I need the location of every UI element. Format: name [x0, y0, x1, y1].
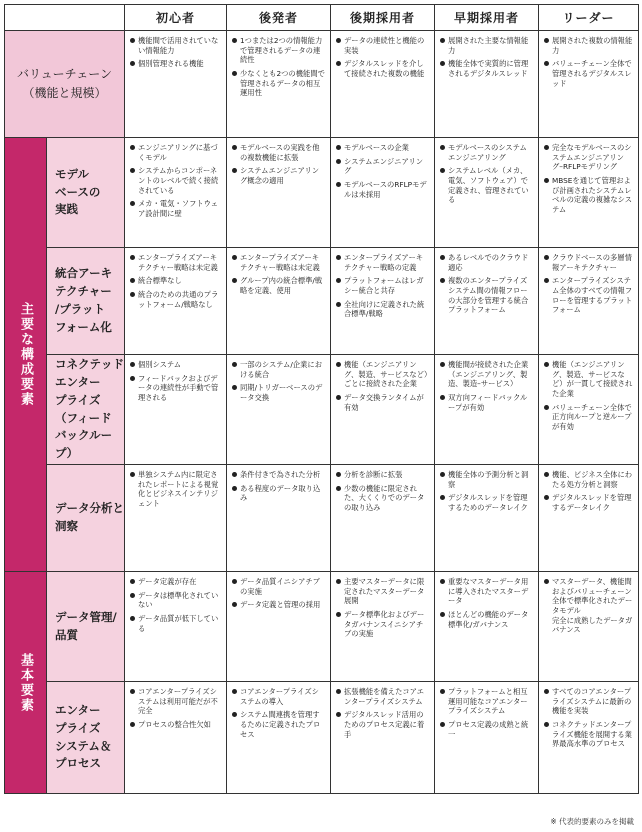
- list-item: 展開された主要な情報能力: [440, 36, 534, 55]
- bullet-list: [544, 143, 634, 214]
- table-cell: [539, 465, 639, 572]
- bullet-list: [232, 687, 326, 739]
- table-cell: [125, 572, 227, 682]
- bullet-list: [232, 36, 326, 98]
- row-header: [47, 465, 125, 572]
- table-cell: [331, 572, 435, 682]
- list-item: データの連続性と機能の実装: [336, 36, 430, 55]
- list-item: 同期/トリガーベースのデータ交換: [232, 383, 326, 402]
- list-item: 複数のエンタープライズシステム間の情報フローの大部分を管理する統合プラットフォーム: [440, 276, 534, 315]
- table-cell: [539, 572, 639, 682]
- list-item: システムエンジニアリング: [336, 157, 430, 176]
- table-cell: [227, 465, 331, 572]
- bullet-list: [440, 577, 534, 629]
- table-cell: [125, 355, 227, 465]
- row-header: [47, 572, 125, 682]
- list-item: プラットフォームと相互運用可能なコアエンタープライズシステム: [440, 687, 534, 716]
- table-cell: [331, 355, 435, 465]
- row-header: [47, 682, 125, 794]
- list-item: 重要なマスターデータ用に導入されたマスターデータ: [440, 577, 534, 606]
- list-item: 条件付きで為された分析: [232, 470, 326, 480]
- table-cell: [331, 248, 435, 355]
- list-item: デジタルスレッドを管理するためのデータレイク: [440, 493, 534, 512]
- list-item: バリューチェーン全体で正方向ループと逆ループが有効: [544, 403, 634, 432]
- column-header: リーダー: [539, 5, 639, 31]
- list-item: ほとんどの機能のデータ標準化/ガバナンス: [440, 610, 534, 629]
- table-cell: [435, 682, 539, 794]
- bullet-list: [544, 470, 634, 513]
- bullet-list: [336, 143, 430, 199]
- bullet-list: [440, 143, 534, 205]
- bullet-list: [232, 143, 326, 186]
- list-item: コアエンタープライズシステムは利用可能だが不完全: [130, 687, 222, 716]
- list-item: システムエンジニアリング概念の適用: [232, 166, 326, 185]
- list-item: 分析を診断に拡張: [336, 470, 430, 480]
- list-item: データ品質イニシアチブの実施: [232, 577, 326, 596]
- table-cell: [539, 248, 639, 355]
- list-item: エンタープライズシステム全体のすべての情報フローを管理するプラットフォーム: [544, 276, 634, 315]
- row-header: [47, 138, 125, 248]
- table-cell: [331, 138, 435, 248]
- group-label-main: 主要な構成要素: [5, 138, 47, 572]
- table-cell: [435, 248, 539, 355]
- table-cell: [227, 248, 331, 355]
- list-item: 機能全体の予測分析と洞察: [440, 470, 534, 489]
- list-item: 機能（エンジニアリング、製造、サービスなど）が一貫して接続された企業: [544, 360, 634, 399]
- table-cell: [125, 138, 227, 248]
- list-item: フィードバックおよびデータの連続性が手動で管理される: [130, 374, 222, 403]
- bullet-list: [440, 470, 534, 513]
- column-header: 早期採用者: [435, 5, 539, 31]
- list-item: クラウドベースの多層情報アーキテクチャー: [544, 253, 634, 272]
- bullet-list: [544, 577, 634, 635]
- list-item: データ定義が存在: [130, 577, 222, 587]
- row-header: [47, 355, 125, 465]
- list-item: 個別管理される機能: [130, 59, 222, 69]
- row-header-label: バリューチェーン （機能と規模）: [16, 67, 113, 100]
- list-item: デジタルスレッドを管理するデータレイク: [544, 493, 634, 512]
- table-cell: [331, 465, 435, 572]
- bullet-list: [130, 360, 222, 403]
- bullet-list: [232, 253, 326, 296]
- footnote: ※ 代表的要素のみを掲載: [550, 817, 634, 826]
- bullet-list: [544, 687, 634, 749]
- column-header: 後発者: [227, 5, 331, 31]
- list-item: 機能（エンジニアリング、製造、サービスなど）ごとに接続された企業: [336, 360, 430, 389]
- list-item: 1つまたは2つの情報能力で管理されるデータの連続性: [232, 36, 326, 65]
- bullet-list: [232, 470, 326, 503]
- list-item: 機能間で活用されていない情報能力: [130, 36, 222, 55]
- list-item: 双方向フィードバックループが有効: [440, 393, 534, 412]
- bullet-list: [232, 360, 326, 403]
- list-item: 一部のシステム/企業における統合: [232, 360, 326, 379]
- table-cell: [539, 138, 639, 248]
- table-corner: [5, 5, 125, 31]
- column-header: 後期採用者: [331, 5, 435, 31]
- table-cell: [435, 31, 539, 138]
- table-cell: [125, 465, 227, 572]
- bullet-list: [232, 577, 326, 610]
- bullet-list: [130, 577, 222, 633]
- table-cell: [125, 31, 227, 138]
- list-item: モデルベースのシステムエンジニアリング: [440, 143, 534, 162]
- table-cell: [435, 138, 539, 248]
- row-header-label: 統合アーキ テクチャー /プラット フォーム化: [55, 266, 113, 334]
- row-header-label: エンター プライズ システム＆ プロセス: [55, 702, 112, 771]
- bullet-list: [130, 253, 222, 309]
- list-item: MBSEを通じて管理および計画されたシステムレベルの定義の複雑なシステム: [544, 176, 634, 215]
- bullet-list: [440, 253, 534, 315]
- list-item: データ定義と管理の採用: [232, 600, 326, 610]
- list-item: 単独システム内に限定されたレポートによる視覚化とビジネスインテリジェント: [130, 470, 222, 509]
- list-item: 個別システム: [130, 360, 222, 370]
- list-item: エンタープライズアーキテクチャー戦略は未定義: [232, 253, 326, 272]
- list-item: データは標準化されていない: [130, 591, 222, 610]
- table-cell: [227, 572, 331, 682]
- list-item: デジタルスレッド活用のためのプロセス定義に着手: [336, 710, 430, 739]
- table-cell: [435, 572, 539, 682]
- list-item: モデルベースの企業: [336, 143, 430, 153]
- table-cell: [227, 682, 331, 794]
- table-cell: [125, 248, 227, 355]
- list-item: コネクテッドエンタープライズ機能を展開する業界最高水準のプロセス: [544, 720, 634, 749]
- list-item: バリューチェーン全体で管理されるデジタルスレッド: [544, 59, 634, 88]
- list-item: 機能、ビジネス全体にわたる処方分析と洞察: [544, 470, 634, 489]
- list-item: 全社向けに定義された統合標準/戦略: [336, 300, 430, 319]
- list-item: エンタープライズアーキテクチャー戦略は未定義: [130, 253, 222, 272]
- list-item: システムレベル（メカ、電気、ソフトウェア）で定義され、管理されている: [440, 166, 534, 205]
- list-item: 少数の機能に限定された、大くくりでのデータの取り込み: [336, 484, 430, 513]
- row-header-label: データ管理/ 品質: [55, 609, 117, 642]
- bullet-list: [336, 470, 430, 513]
- table-cell: [227, 138, 331, 248]
- list-item: エンタープライズアーキテクチャー戦略の定義: [336, 253, 430, 272]
- table-cell: [331, 31, 435, 138]
- list-item: システム間連携を管理するために定義されたプロセス: [232, 710, 326, 739]
- bullet-list: [336, 687, 430, 739]
- list-item: データ交換ランタイムが有効: [336, 393, 430, 412]
- row-header-label: データ分析と 洞察: [55, 501, 124, 533]
- list-item: エンジニアリングに基づくモデル: [130, 143, 222, 162]
- maturity-table: [4, 4, 639, 794]
- table-cell: [435, 355, 539, 465]
- table-cell: [227, 31, 331, 138]
- list-item: モデルベースのRFLPモデルは未採用: [336, 180, 430, 199]
- table-cell: [125, 682, 227, 794]
- list-item: 展開された複数の情報能力: [544, 36, 634, 55]
- list-item: 完全なモデルベースのシステムエンジニアリング–RFLPモデリング: [544, 143, 634, 172]
- bullet-list: [544, 36, 634, 88]
- bullet-list: [440, 360, 534, 412]
- list-item: 統合標準なし: [130, 276, 222, 286]
- table-cell: [435, 465, 539, 572]
- list-item: グループ内の統合標準/戦略を定義、使用: [232, 276, 326, 295]
- bullet-list: [544, 360, 634, 431]
- list-item: コアエンタープライズシステムの導入: [232, 687, 326, 706]
- list-item: システムからコンポーネントのレベルで続く接続されている: [130, 166, 222, 195]
- group-label-basic: 基本要素: [5, 572, 47, 794]
- list-item: すべてのコアエンタープライズシステムに最新の機能を実装: [544, 687, 634, 716]
- list-item: プラットフォームはレガシー統合と共存: [336, 276, 430, 295]
- list-item: 機能全体で実質的に管理されるデジタルスレッド: [440, 59, 534, 78]
- list-item: モデルベースの実践を他の複数機能に拡張: [232, 143, 326, 162]
- table-cell: [539, 682, 639, 794]
- list-item: メカ・電気・ソフトウェア設計間に壁: [130, 199, 222, 218]
- list-item: 機能間が接続された企業（エンジニアリング、製造、製造–サービス）: [440, 360, 534, 389]
- table-cell: [331, 682, 435, 794]
- list-item: プロセス定義の成熟と統一: [440, 720, 534, 739]
- list-item: 少なくとも2つの機能間で管理されるデータの相互運用性: [232, 69, 326, 98]
- table-cell: [227, 355, 331, 465]
- bullet-list: [336, 577, 430, 639]
- list-item: マスターデータ、機能間およびバリューチェーン全体で標準化されたデータモデル 完全に成熟したデータガバナンス: [544, 577, 634, 635]
- row-header-label: コネクテッド エンター プライズ （フィード バックループ）: [55, 357, 124, 461]
- bullet-list: [130, 687, 222, 730]
- list-item: ある程度のデータ取り込み: [232, 484, 326, 503]
- bullet-list: [440, 36, 534, 79]
- bullet-list: [130, 143, 222, 218]
- row-header: [47, 248, 125, 355]
- list-item: 拡張機能を備えたコアエンタープライズシステム: [336, 687, 430, 706]
- table-cell: [539, 31, 639, 138]
- list-item: デジタルスレッドを介して接続された複数の機能: [336, 59, 430, 78]
- bullet-list: [544, 253, 634, 315]
- column-header: 初心者: [125, 5, 227, 31]
- bullet-list: [130, 470, 222, 509]
- bullet-list: [336, 36, 430, 79]
- list-item: あるレベルでのクラウド適応: [440, 253, 534, 272]
- bullet-list: [336, 360, 430, 412]
- list-item: プロセスの整合性欠如: [130, 720, 222, 730]
- list-item: 統合のための共通のプラットフォーム/戦略なし: [130, 290, 222, 309]
- list-item: データ標準化およびデータガバナンスイニシアチブの実施: [336, 610, 430, 639]
- list-item: データ品質が低下している: [130, 614, 222, 633]
- bullet-list: [336, 253, 430, 319]
- list-item: 主要マスターデータに限定されたマスターデータ展開: [336, 577, 430, 606]
- row-header-label: モデル ベースの 実践: [55, 166, 101, 217]
- table-cell: [539, 355, 639, 465]
- bullet-list: [440, 687, 534, 739]
- bullet-list: [130, 36, 222, 69]
- row-header: [5, 31, 125, 138]
